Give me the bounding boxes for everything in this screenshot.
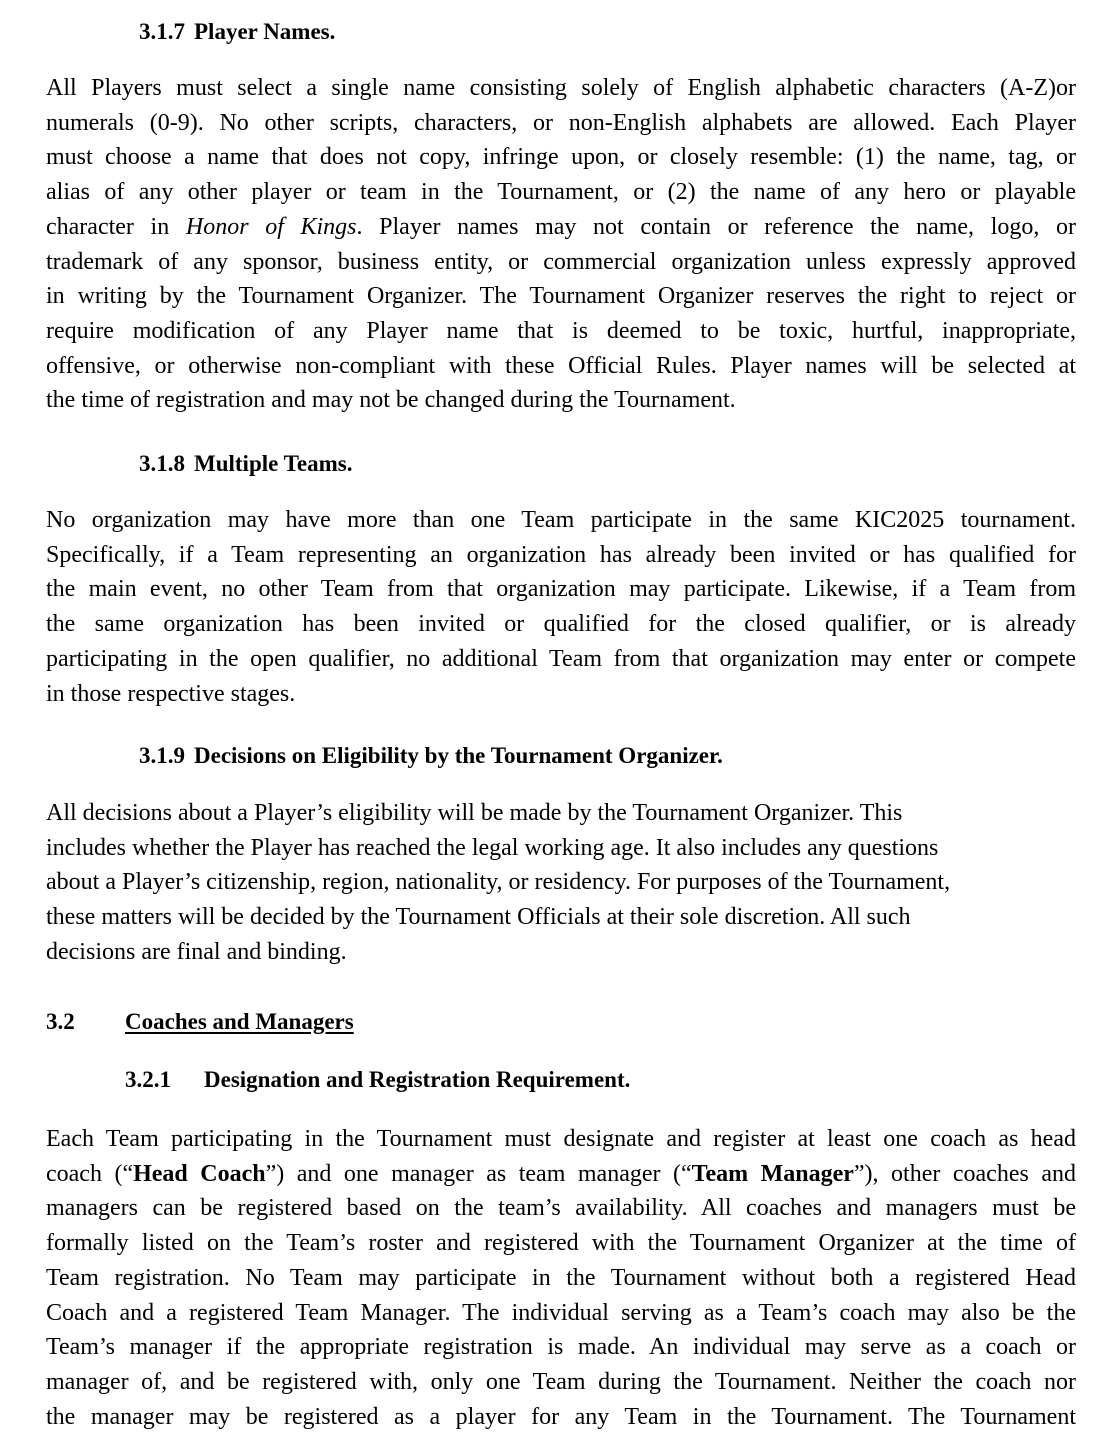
text-line: participating in the open qualifier, no additional Team from that organization may enter or compete [46, 645, 1076, 672]
text-line: the main event, no other Team from that organization may participate. Likewise, if a Team from [46, 576, 1076, 603]
text-line: Coach and a registered Team Manager. The individual serving as a Team’s coach may also be the [46, 1299, 1076, 1326]
text-line: about a Player’s citizenship, region, nationality, or residency. For purposes of the Tournament, [46, 869, 951, 896]
text-line: managers can be registered based on the team’s availability. All coaches and managers must be [46, 1195, 1076, 1222]
section-number: 3.2.1 [125, 1067, 171, 1092]
text-line: in those respective stages. [46, 680, 296, 707]
text-line: must choose a name that does not copy, infringe upon, or closely resemble: (1) the name, tag, or [46, 144, 1076, 171]
text-line: numerals (0-9). No other scripts, characters, or non-English alphabets are allowed. Each Player [46, 109, 1076, 136]
section-number: 3.1.9 [139, 743, 185, 768]
text-line: the same organization has been invited or qualified for the closed qualifier, or is already [46, 611, 1076, 638]
text-line: character in Honor of Kings. Player names may not contain or reference the name, logo, or [46, 213, 1076, 240]
text-line: formally listed on the Team’s roster and registered with the Tournament Organizer at the time of [46, 1230, 1076, 1257]
paragraph-multiple-teams [46, 503, 1076, 711]
text-line: in writing by the Tournament Organizer. The Tournament Organizer reserves the right to reject or [46, 283, 1076, 310]
text-line: alias of any other player or team in the Tournament, or (2) the name of any hero or playable [46, 179, 1076, 206]
section-number: 3.1.8 [139, 451, 185, 476]
text-line: the manager may be registered as a player for any Team in the Tournament. The Tournament [46, 1403, 1076, 1430]
paragraph-player-names [46, 71, 1076, 418]
section-title: Decisions on Eligibility by the Tournament Organizer. [194, 743, 723, 768]
text-line: the time of registration and may not be changed during the Tournament. [46, 387, 736, 414]
text-line: coach (“Head Coach”) and one manager as team manager (“Team Manager”), other coaches and [46, 1160, 1076, 1187]
text-line: Specifically, if a Team representing an organization has already been invited or has qualified for [46, 541, 1076, 568]
section-title: Coaches and Managers [125, 1009, 354, 1034]
heading-3-2-1 [125, 1066, 630, 1094]
text-line: manager of, and be registered with, only one Team during the Tournament. Neither the coach nor [46, 1368, 1076, 1395]
text-line: these matters will be decided by the Tournament Officials at their sole discretion. All such [46, 904, 911, 931]
text-line: All Players must select a single name consisting solely of English alphabetic characters (A-Z)or [46, 75, 1076, 101]
heading-3-2 [46, 1008, 354, 1036]
section-title: Multiple Teams. [194, 451, 353, 476]
text-line: Each Team participating in the Tournament must designate and register at least one coach as head [46, 1126, 1076, 1152]
text-line: offensive, or otherwise non-compliant with these Official Rules. Player names will be selected at [46, 352, 1076, 379]
defined-term-team-manager: Team Manager [691, 1160, 854, 1187]
text-line: All decisions about a Player’s eligibility will be made by the Tournament Organizer. This [46, 800, 903, 826]
text-line: require modification of any Player name that is deemed to be toxic, hurtful, inappropriate, [46, 317, 1076, 344]
text-line: Team’s manager if the appropriate registration is made. An individual may serve as a coach or [46, 1334, 1076, 1361]
text-line: Team registration. No Team may participate in the Tournament without both a registered Head [46, 1264, 1076, 1291]
text-line: decisions are final and binding. [46, 938, 347, 965]
text-line: trademark of any sponsor, business entity, or commercial organization unless expressly approved [46, 248, 1076, 275]
paragraph-coach-manager-registration [46, 1122, 1076, 1434]
game-title: Honor of Kings [185, 213, 357, 240]
section-number: 3.2 [46, 1009, 75, 1034]
paragraph-eligibility-decisions [46, 796, 1076, 970]
text-line: includes whether the Player has reached the legal working age. It also includes any questions [46, 834, 939, 861]
heading-3-1-8 [139, 450, 352, 478]
section-title: Designation and Registration Requirement. [204, 1067, 631, 1092]
section-number: 3.1.7 [139, 19, 185, 44]
heading-3-1-7 [139, 18, 335, 46]
section-title: Player Names. [194, 19, 336, 44]
text-line: No organization may have more than one Team participate in the same KIC2025 tournament. [46, 507, 1076, 533]
defined-term-head-coach: Head Coach [133, 1160, 266, 1187]
heading-3-1-9 [139, 742, 723, 770]
